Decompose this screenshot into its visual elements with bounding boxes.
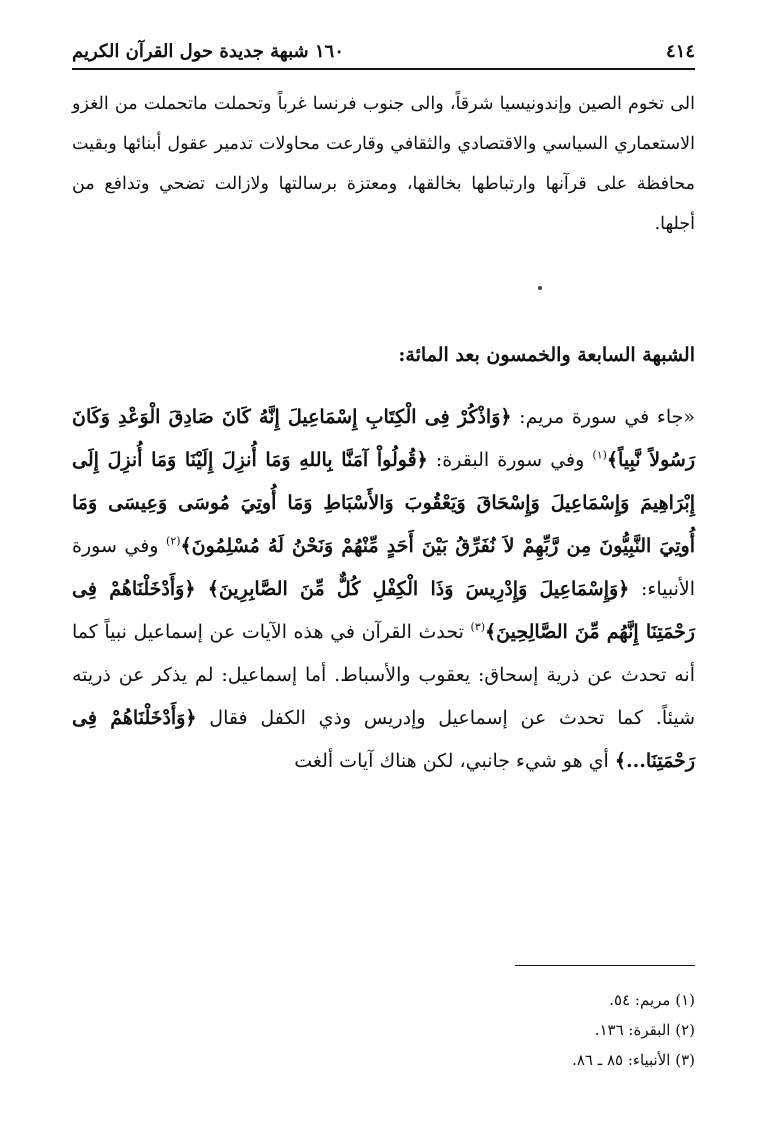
running-header bbox=[72, 32, 695, 70]
text-segment-1: «جاء في سورة مريم: bbox=[519, 406, 695, 428]
section-heading: الشبهة السابعة والخمسون بعد المائة: bbox=[398, 344, 695, 366]
footnote-ref-2: (٢) bbox=[166, 534, 181, 548]
footnote-ref-1: (١) bbox=[592, 448, 607, 462]
page-number: ٤١٤ bbox=[665, 41, 695, 62]
footnotes bbox=[572, 985, 695, 1075]
footnote-3: (٣) الأنبياء: ٨٥ ـ ٨٦. bbox=[572, 1051, 695, 1069]
text-segment-2: وفي سورة البقرة: bbox=[435, 449, 585, 471]
quran-verse-1: ﴿وَاذْكُرْ فِى الْكِتَابِ إِسْمَاعِيلَ إِنَّهُ كَانَ صَادِقَ الْوَعْدِ وَكَانَ رَسُولاً نَّبِياً﴾ bbox=[72, 406, 695, 471]
text-segment-5: أي هو شيء جانبي، لكن هناك آيات ألغت bbox=[294, 750, 609, 772]
main-text bbox=[72, 84, 695, 244]
paragraph-1: الى تخوم الصين وإندونيسيا شرقاً، والى جنوب فرنسا غرباً وتحملت ماتحملت من الغزو الاستعماري السياسي والاقتصادي والثقافي وقارعت محاولات تدمير عقول أبنائها وبقيت محافظة على قرآنها وارتباطها بخالقها، ومعتزة برسالتها ولازالت تضحي وتدافع من أجلها. bbox=[72, 94, 695, 234]
quran-verse-2: ﴿قُولُواْ آمَنَّا بِاللهِ وَمَا أُنزِلَ إِلَيْنَا وَمَا أُنزِلَ إِلَى إِبْرَاهِيمَ وَإِسْمَاعِيلَ وَإِسْحَاقَ وَيَعْقُوبَ وَالأَسْبَاطِ وَمَا أُوتِيَ مُوسَى وَعِيسَى وَمَا أُوتِيَ النَّبِيُّونَ مِن رَّبِّهِمْ لاَ نُفَرِّقُ بَيْنَ أَحَدٍ مِّنْهُمْ وَنَحْنُ لَهُ مُسْلِمُونَ﴾ bbox=[72, 449, 695, 557]
footnote-ref-3: (٣) bbox=[470, 620, 486, 634]
book-title: ١٦٠ شبهة جديدة حول القرآن الكريم bbox=[72, 41, 344, 62]
text-segment-3: وفي سورة الأنبياء: bbox=[72, 535, 695, 600]
separator-dot bbox=[538, 286, 542, 290]
quran-verse-3: ﴿وَإِسْمَاعِيلَ وَإِدْرِيسَ وَذَا الْكِفْلِ كُلٌّ مِّنَ الصَّابِرِينَ﴾ ﴿وَأَدْخَلْنَاهُمْ فِى رَحْمَتِنَا إِنَّهُم مِّنَ الصَّالِحِينَ﴾ bbox=[72, 578, 695, 643]
footnote-2: (٢) البقرة: ١٣٦. bbox=[594, 1021, 695, 1039]
text-segment-4: تحدث القرآن في هذه الآيات عن إسماعيل نبياً كما أنه تحدث عن ذرية إسحاق: يعقوب والأسباط. أما إسماعيل: لم يذكر عن ذريته شيئاً. كما تحدث عن إسماعيل وإدريس وذي الكفل فقال bbox=[72, 621, 695, 729]
paragraph-2 bbox=[72, 396, 695, 783]
footnote-1: (١) مريم: ٥٤. bbox=[609, 991, 695, 1009]
footnote-divider bbox=[515, 965, 695, 966]
quran-verse-4: ﴿وَأَدْخَلْنَاهُمْ فِى رَحْمَتِنَا...﴾ bbox=[72, 707, 695, 772]
